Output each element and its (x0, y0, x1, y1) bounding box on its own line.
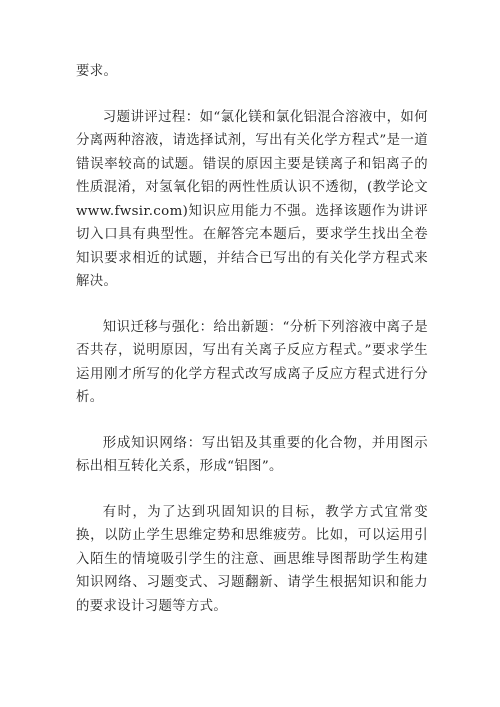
paragraph-exercise-review: 习题讲评过程：如“氯化镁和氯化铝混合溶液中，如何分离两种溶液，请选择试剂，写出有关化学方程式”是一道错误率较高的试题。错误的原因主要是镁离子和铝离子的性质混淆，对氢氧化铝的两性性质认识不透彻，(教学论文www.fwsir.com)知识应用能力不强。选择该题作为讲评切入口具有典型性。在解答完本题后，要求学生找出全卷知识要求相近的试题，并结合已写出的有关化学方程式来解决。 (76, 109, 428, 289)
paragraph-gap (76, 294, 428, 316)
paragraph-gap (76, 479, 428, 501)
paragraph-continuation: 要求。 (76, 64, 118, 79)
paragraph-gap (76, 410, 428, 432)
paragraph-gap (76, 84, 428, 106)
paragraph-knowledge-network: 形成知识网络：写出铝及其重要的化合物，并用图示标出相互转化关系，形成“铝图”。 (76, 435, 428, 474)
paragraph-teaching-methods: 有时，为了达到巩固知识的目标，教学方式宜常变换，以防止学生思维定势和思维疲劳。比如，可以运用引入陌生的情境吸引学生的注意、画思维导图帮助学生构建知识网络、习题变式、习题翻新、请学生根据知识和能力的要求设计习题等方式。 (76, 504, 428, 614)
paragraph-knowledge-transfer: 知识迁移与强化：给出新题：“分析下列溶液中离子是否共存，说明原因，写出有关离子反应方程式。”要求学生运用刚才所写的化学方程式改写成离子反应方程式进行分析。 (76, 319, 428, 405)
